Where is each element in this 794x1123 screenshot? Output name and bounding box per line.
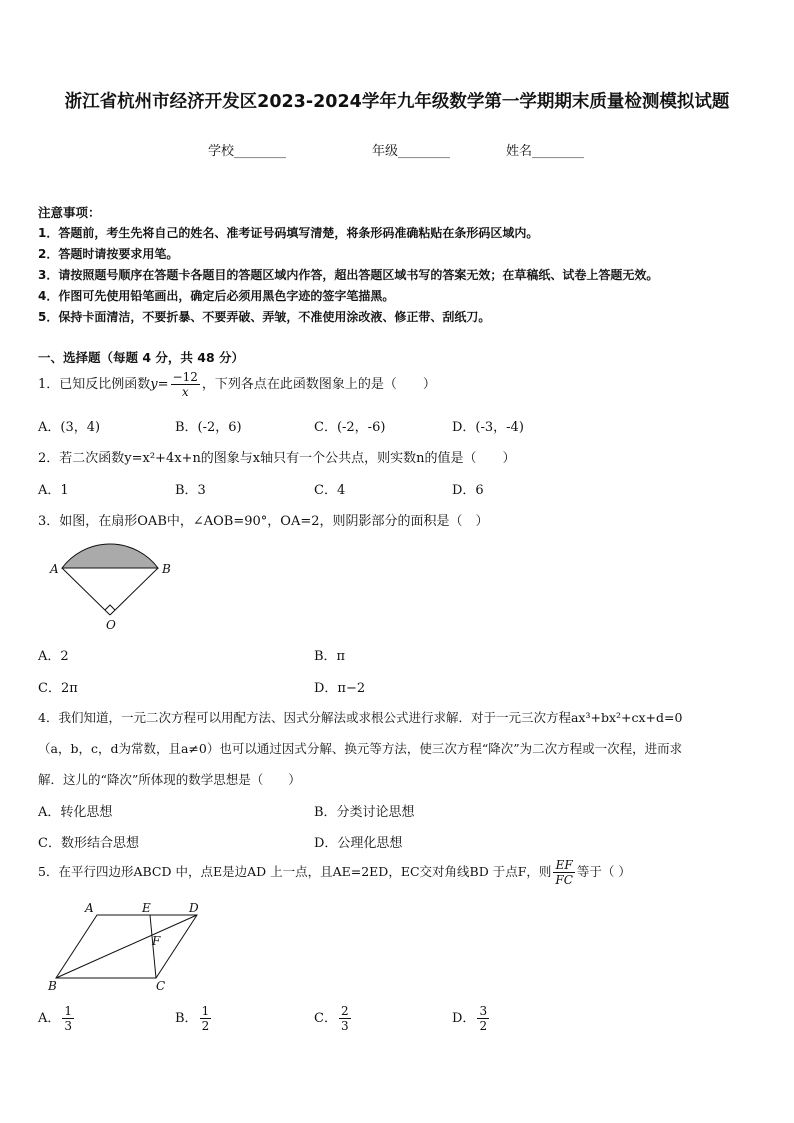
sector-figure <box>40 540 190 635</box>
page-title: 浙江省杭州市经济开发区2023-2024学年九年级数学第一学期期末质量检测模拟试题 <box>64 92 730 112</box>
option-letter: A． <box>38 1011 61 1026</box>
q5-fraction <box>553 858 575 887</box>
fraction-denominator: 3 <box>340 1019 349 1033</box>
q5-numerator: EF <box>553 858 575 873</box>
grade-field: 年级________ <box>372 144 451 159</box>
label-c: C <box>156 979 166 993</box>
q5-option-b <box>175 1004 213 1033</box>
q1-prefix: 1．已知反比例函数 <box>38 377 151 392</box>
q4-option-a: A．转化思想 <box>38 805 113 820</box>
note-item: 3．请按照题号顺序在答题卡各题目的答题区域内作答，超出答题区域书写的答案无效；在草稿纸、试卷上答题无效。 <box>38 268 659 282</box>
q2-option-b: B．3 <box>175 483 206 498</box>
shaded-segment <box>62 544 158 568</box>
fraction-denominator: 2 <box>479 1019 488 1033</box>
q1-option-d: D．(-3，-4) <box>452 420 524 435</box>
q2-option-c: C．4 <box>314 483 346 498</box>
section-heading: 一、选择题（每题 4 分，共 48 分） <box>38 350 245 365</box>
question-4-line-1: 4．我们知道，一元二次方程可以用配方法、因式分解法或求根公式进行求解．对于一元三次方程ax³+bx²+cx+d=0 <box>38 710 683 725</box>
question-2: 2．若二次函数y=x²+4x+n的图象与x轴只有一个公共点，则实数n的值是（ ） <box>38 451 516 466</box>
q5-option-d <box>452 1004 491 1033</box>
q5-denominator: FC <box>555 873 573 887</box>
label-a: A <box>50 562 59 576</box>
q1-option-c: C．(-2，-6) <box>314 420 386 435</box>
option-fraction <box>477 1004 489 1033</box>
option-letter: D． <box>452 1011 476 1026</box>
label-o: O <box>106 618 116 632</box>
option-letter: B． <box>175 1011 198 1026</box>
q4-option-d: D．公理化思想 <box>314 836 403 851</box>
label-b: B <box>48 979 57 993</box>
q1-var: y <box>150 377 158 392</box>
q2-option-d: D．6 <box>452 483 484 498</box>
radius-ob <box>110 568 158 615</box>
option-letter: C． <box>314 1011 337 1026</box>
fraction-numerator: 2 <box>340 1004 349 1018</box>
notes-title: 注意事项： <box>38 205 101 220</box>
q5-suffix: 等于（ ） <box>576 864 631 879</box>
label-f: F <box>152 934 161 948</box>
q1-fraction <box>171 370 200 399</box>
q1-suffix: ，下列各点在此函数图象上的是（ ） <box>201 377 436 392</box>
question-1 <box>38 370 436 399</box>
parallelogram-figure <box>40 898 215 994</box>
option-fraction <box>62 1004 74 1033</box>
note-item: 5．保持卡面清洁，不要折暴、不要弄破、弄皱，不准使用涂改液、修正带、刮纸刀。 <box>38 310 491 324</box>
q1-denominator: x <box>181 385 189 399</box>
note-item: 4．作图可先使用铅笔画出，确定后必须用黑色字迹的签字笔描黑。 <box>38 289 395 303</box>
fraction-numerator: 3 <box>479 1004 488 1018</box>
label-e: E <box>142 901 151 915</box>
q1-option-b: B．(-2，6) <box>175 420 242 435</box>
q3-option-a: A．2 <box>38 649 69 664</box>
q5-prefix: 5．在平行四边形ABCD 中，点E是边AD 上一点，且AE=2ED，EC交对角线BD 于点F，则 <box>38 864 552 879</box>
label-b: B <box>162 562 171 576</box>
q3-option-b: B．π <box>314 649 346 664</box>
q4-option-c: C．数形结合思想 <box>38 836 139 851</box>
q1-option-a: A．(3，4) <box>38 420 101 435</box>
q3-option-c: C．2π <box>38 681 78 696</box>
fraction-numerator: 1 <box>64 1004 73 1018</box>
right-angle-mark <box>105 605 115 610</box>
q1-numerator: −12 <box>172 370 198 384</box>
question-4-line-2: （a，b，c，d为常数，且a≠0）也可以通过因式分解、换元等方法，使三次方程“降次”为二次方程或一次程，进而求 <box>38 741 683 756</box>
note-item: 1．答题前，考生先将自己的姓名、准考证号码填写清楚，将条形码准确粘贴在条形码区域内。 <box>38 226 539 240</box>
school-field: 学校________ <box>208 144 287 159</box>
question-4-line-3: 解．这儿的“降次”所体现的数学思想是（ ） <box>38 772 301 787</box>
q1-eq: = <box>157 377 169 392</box>
q4-option-b: B．分类讨论思想 <box>314 805 415 820</box>
name-field: 姓名________ <box>506 144 585 159</box>
q5-option-c <box>314 1004 353 1033</box>
label-a: A <box>85 901 94 915</box>
radius-oa <box>62 568 110 615</box>
fraction-denominator: 3 <box>64 1019 73 1033</box>
question-3: 3．如图，在扇形OAB中，∠AOB=90°，OA=2，则阴影部分的面积是（ ） <box>38 514 489 529</box>
q2-option-a: A．1 <box>38 483 69 498</box>
fraction-numerator: 1 <box>201 1004 210 1018</box>
option-fraction <box>200 1004 212 1033</box>
diagonal-bd <box>56 915 197 978</box>
label-d: D <box>189 901 199 915</box>
q5-option-a <box>38 1004 76 1033</box>
fraction-denominator: 2 <box>201 1019 210 1033</box>
question-5 <box>38 858 631 887</box>
note-item: 2．答题时请按要求用笔。 <box>38 247 179 261</box>
q3-option-d: D．π−2 <box>314 681 366 696</box>
option-fraction <box>339 1004 351 1033</box>
